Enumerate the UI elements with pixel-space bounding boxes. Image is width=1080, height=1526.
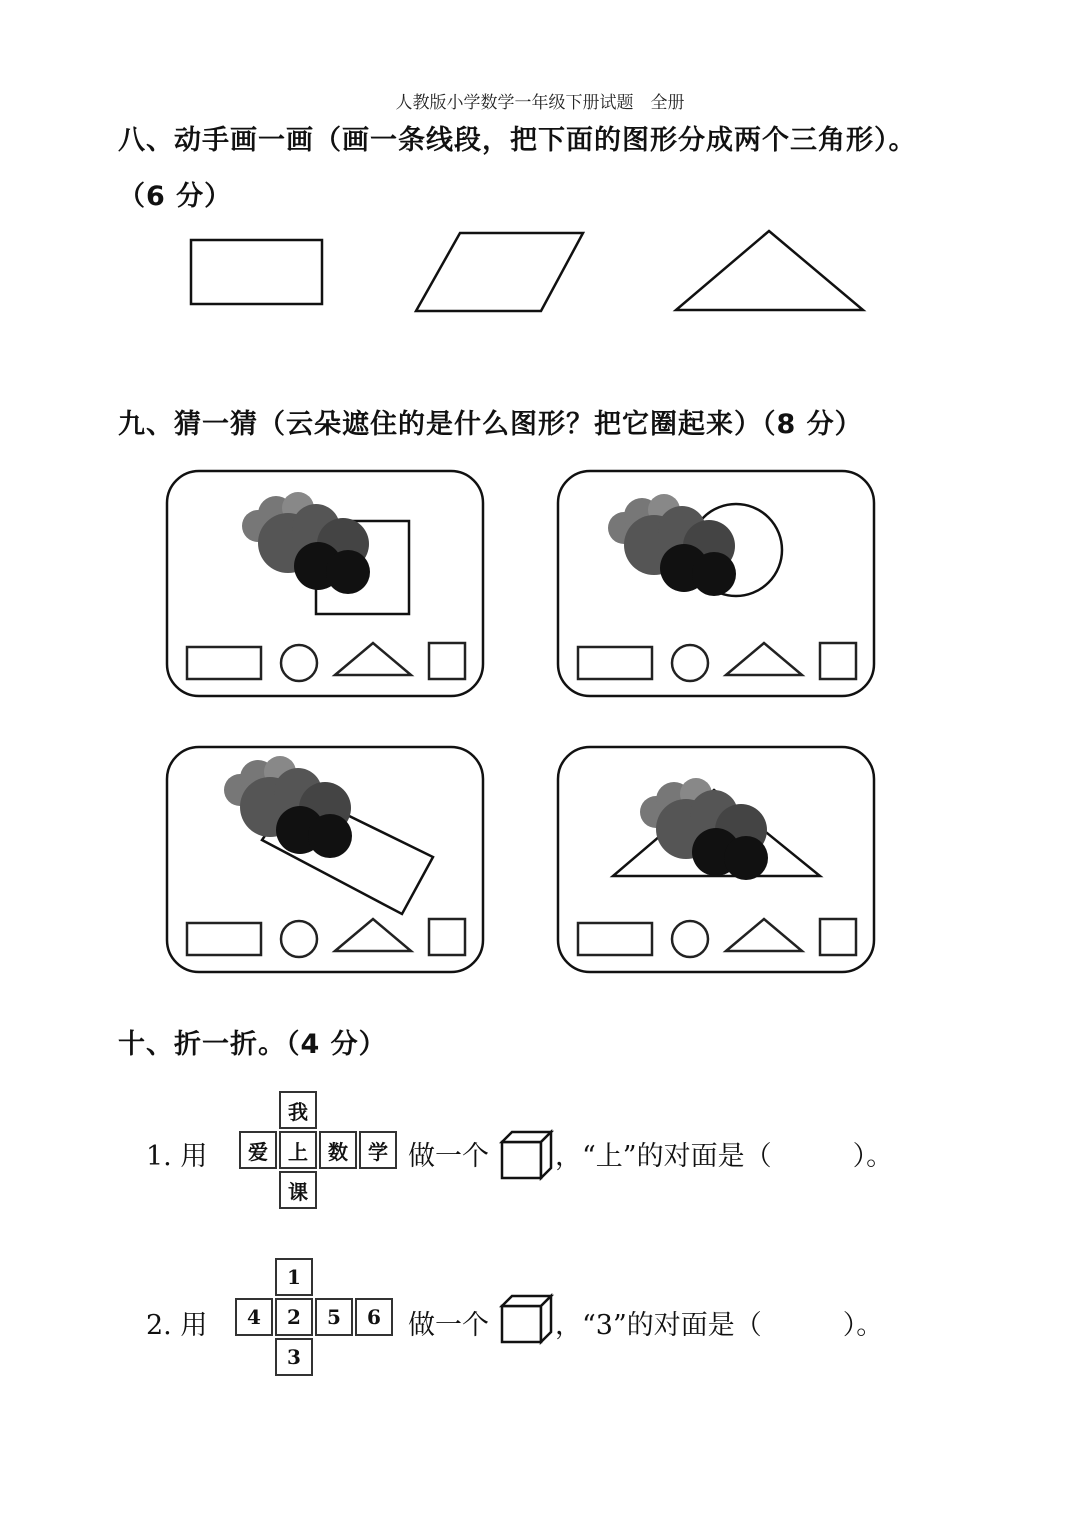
net-cell: 上 [279, 1131, 317, 1169]
net-cell: 2 [275, 1298, 313, 1336]
net-cell: 爱 [239, 1131, 277, 1169]
parallelogram-shape [416, 233, 583, 311]
net-cell: 1 [275, 1258, 313, 1296]
question-2-suffix: ，“3”的对面是（ ）。 [555, 1310, 884, 1341]
section-8-score: （6 分） [118, 181, 233, 212]
question-1-middle: 做一个 [408, 1141, 489, 1172]
question-2-prefix: 2. 用 [146, 1310, 208, 1341]
rectangle-shape [191, 240, 322, 304]
question-1-suffix: ，“上”的对面是（ ）。 [555, 1141, 894, 1172]
guess-panel-rectangle [167, 747, 483, 972]
guess-panel-triangle [558, 747, 874, 972]
net-cell: 3 [275, 1338, 313, 1376]
cube-icon [502, 1296, 551, 1342]
net-cell: 4 [235, 1298, 273, 1336]
cube-icon [502, 1132, 551, 1178]
net-cell: 学 [359, 1131, 397, 1169]
net-cell: 6 [355, 1298, 393, 1336]
triangle-shape [676, 231, 863, 310]
section-8-title: 八、动手画一画（画一条线段，把下面的图形分成两个三角形）。 [118, 125, 917, 156]
question-1-prefix: 1. 用 [146, 1141, 208, 1172]
section-10-title: 十、折一折。（4 分） [118, 1029, 387, 1060]
guess-panel-circle [558, 471, 874, 696]
question-2-middle: 做一个 [408, 1310, 489, 1341]
guess-panel-square [167, 471, 483, 696]
net-cell: 数 [319, 1131, 357, 1169]
net-cell: 我 [279, 1091, 317, 1129]
section-9-title: 九、猜一猜（云朵遮住的是什么图形？把它圈起来）（8 分） [118, 409, 863, 440]
page-header: 人教版小学数学一年级下册试题 全册 [395, 93, 685, 113]
net-cell: 5 [315, 1298, 353, 1336]
net-cell: 课 [279, 1171, 317, 1209]
